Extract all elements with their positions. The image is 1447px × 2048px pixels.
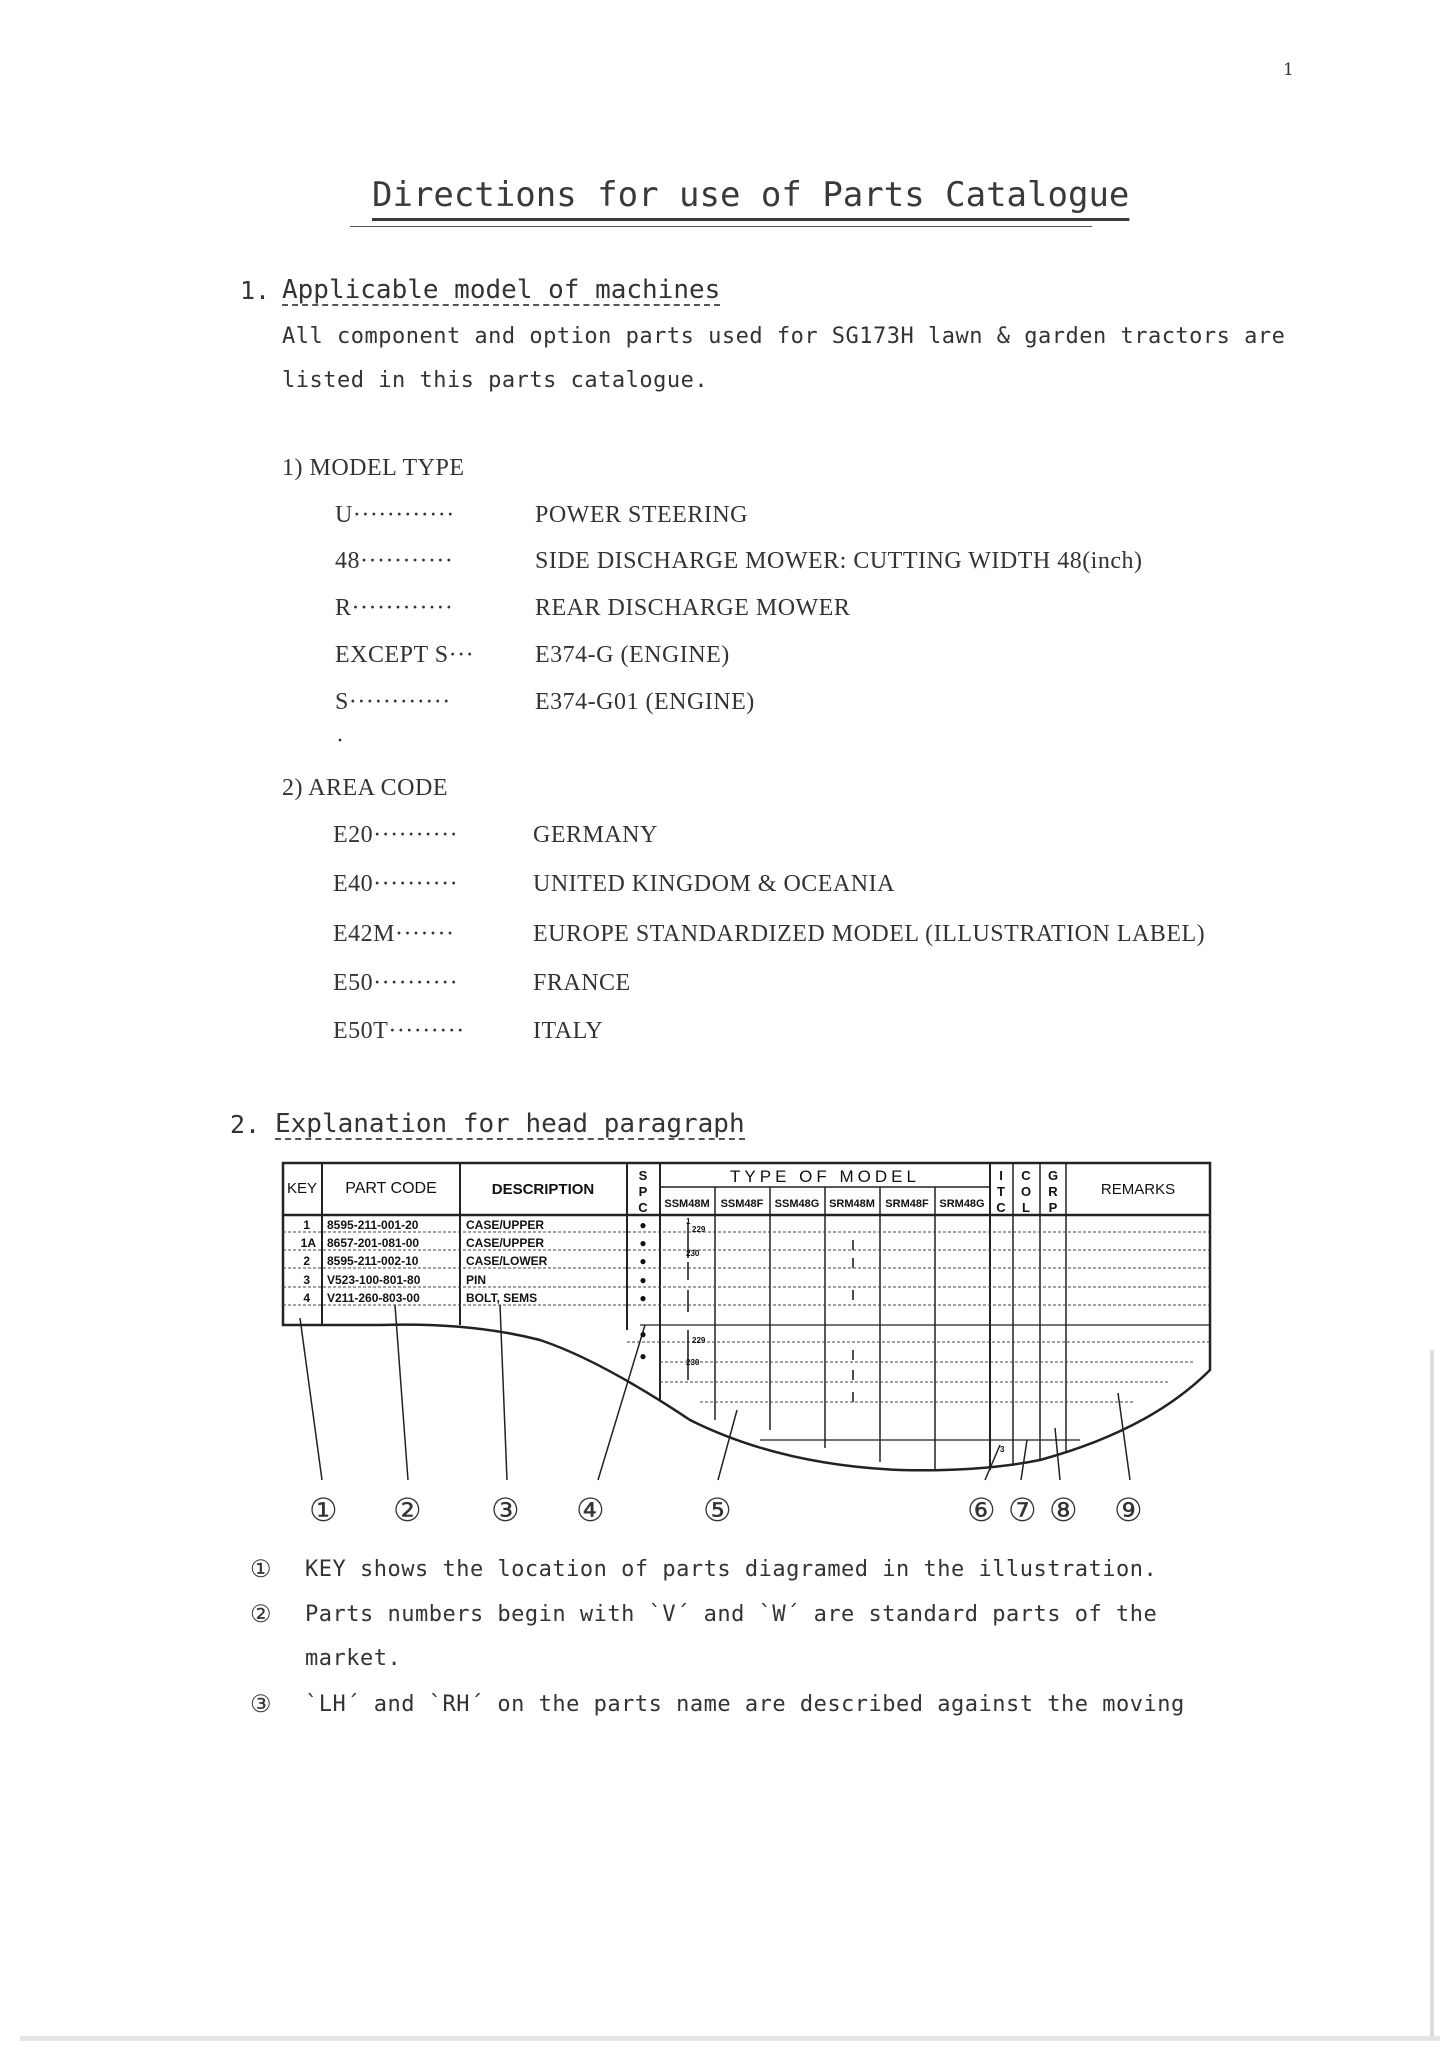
callout-circle-7: ⑦ — [1008, 1491, 1037, 1529]
mark-229: 229 — [692, 1225, 706, 1234]
leader-line — [1118, 1393, 1130, 1480]
area-code: E42M······· — [333, 921, 455, 947]
title-double-underline — [350, 226, 1092, 227]
mark-1: 1 — [686, 1217, 691, 1226]
note-marker: ① — [250, 1555, 272, 1583]
row-spc: ● — [639, 1349, 647, 1363]
row-spc: ● — [639, 1273, 647, 1287]
area-code-heading: 2) AREA CODE — [282, 775, 449, 801]
header-model: SRM48F — [885, 1198, 929, 1210]
leader-line — [395, 1305, 408, 1480]
model-type-desc: POWER STEERING — [535, 502, 748, 528]
header-spc-p: P — [638, 1184, 648, 1199]
header-spc-c: C — [638, 1200, 648, 1215]
note-marker: ② — [250, 1600, 272, 1628]
callout-circle-5: ⑤ — [703, 1491, 732, 1529]
model-type-code: U············ — [335, 502, 455, 528]
row-part-code: V211-260-803-00 — [327, 1291, 420, 1305]
area-desc: GERMANY — [533, 822, 658, 848]
area-desc: FRANCE — [533, 970, 631, 996]
model-type-heading: 1) MODEL TYPE — [282, 455, 465, 481]
mark-3: 3 — [1000, 1445, 1005, 1454]
model-type-code: 48··········· — [335, 548, 454, 574]
header-model: SSM48M — [664, 1198, 710, 1210]
section1-text-line1: All component and option parts used for SG173H lawn & garden tractors are — [282, 324, 1286, 349]
table-outline — [283, 1163, 1210, 1470]
section1-number: 1. — [240, 276, 271, 305]
section1-text-line2: listed in this parts catalogue. — [282, 368, 709, 393]
stray-dot: · — [336, 728, 345, 754]
row-description: BOLT, SEMS — [466, 1291, 538, 1305]
row-spc: ● — [639, 1254, 647, 1268]
model-type-code: S············ — [335, 689, 451, 715]
header-model: SRM48M — [829, 1198, 875, 1210]
header-model: SSM48G — [774, 1198, 820, 1210]
callout-circle-1: ① — [309, 1491, 338, 1529]
note-text: `LH´ and `RH´ on the parts name are described against the moving — [305, 1692, 1185, 1717]
model-type-code: EXCEPT S··· — [335, 642, 475, 668]
model-type-desc: E374-G01 (ENGINE) — [535, 689, 755, 715]
row-description: PIN — [466, 1273, 487, 1287]
area-desc: EUROPE STANDARDIZED MODEL (ILLUSTRATION LABEL) — [533, 921, 1206, 947]
scan-edge-right — [1430, 1350, 1434, 2040]
header-col-c: C — [1021, 1168, 1031, 1183]
callout-circle-8: ⑧ — [1049, 1491, 1078, 1529]
note-text: Parts numbers begin with `V´ and `W´ are standard parts of the — [305, 1602, 1158, 1627]
mark-229: 229 — [692, 1336, 706, 1345]
mark-230: 230 — [686, 1249, 700, 1258]
header-model: SRM48G — [939, 1198, 985, 1210]
row-description: CASE/UPPER — [466, 1236, 545, 1250]
area-desc: ITALY — [533, 1018, 604, 1044]
leader-line — [718, 1410, 737, 1480]
header-grp-r: R — [1048, 1184, 1058, 1199]
leader-line — [300, 1318, 322, 1480]
row-part-code: 8595-211-001-20 — [327, 1218, 419, 1232]
row-key: 1 — [303, 1218, 310, 1232]
callout-circle-4: ④ — [576, 1491, 605, 1529]
scan-edge-bottom — [20, 2036, 1440, 2041]
area-desc: UNITED KINGDOM & OCEANIA — [533, 871, 895, 897]
callout-circle-2: ② — [393, 1491, 422, 1529]
leader-line — [500, 1305, 507, 1480]
leader-line — [1055, 1428, 1060, 1480]
area-code: E50·········· — [333, 970, 459, 996]
row-key: 4 — [303, 1291, 310, 1305]
callout-circle-9: ⑨ — [1114, 1491, 1143, 1529]
area-code: E40·········· — [333, 871, 459, 897]
header-model: SSM48F — [720, 1198, 764, 1210]
leader-line — [1021, 1440, 1027, 1480]
header-description: DESCRIPTION — [491, 1181, 595, 1198]
row-part-code: V523-100-801-80 — [327, 1273, 421, 1287]
page-number: 1 — [1283, 60, 1294, 80]
row-description: CASE/LOWER — [466, 1254, 548, 1268]
header-itc-c: C — [996, 1200, 1006, 1215]
header-itc-i: I — [999, 1168, 1003, 1183]
section1-heading: Applicable model of machines — [282, 275, 721, 305]
header-key: KEY — [286, 1180, 318, 1197]
model-type-code: R············ — [335, 595, 454, 621]
note-marker: ③ — [250, 1690, 272, 1718]
row-key: 1A — [300, 1236, 316, 1250]
row-description: CASE/UPPER — [466, 1218, 545, 1232]
header-remarks: REMARKS — [1100, 1181, 1176, 1198]
section2-number: 2. — [230, 1110, 261, 1139]
section2-heading: Explanation for head paragraph — [275, 1109, 745, 1139]
row-key: 2 — [303, 1254, 310, 1268]
model-type-desc: REAR DISCHARGE MOWER — [535, 595, 851, 621]
header-itc-t: T — [997, 1184, 1005, 1199]
row-spc: ● — [639, 1291, 647, 1305]
leader-line — [985, 1445, 1000, 1480]
header-grp-p: P — [1048, 1200, 1058, 1215]
area-code: E50T········· — [333, 1018, 465, 1044]
header-type-of-model: TYPE OF MODEL — [730, 1167, 920, 1186]
area-code: E20·········· — [333, 822, 459, 848]
callout-circle-6: ⑥ — [967, 1491, 996, 1529]
header-grp-g: G — [1047, 1168, 1059, 1183]
row-key: 3 — [303, 1273, 310, 1287]
header-spc-s: S — [638, 1168, 648, 1183]
model-type-desc: SIDE DISCHARGE MOWER: CUTTING WIDTH 48(inch) — [535, 548, 1143, 574]
row-spc: ● — [639, 1236, 647, 1250]
note-text: market. — [305, 1646, 402, 1671]
header-col-o: O — [1020, 1184, 1032, 1199]
model-type-desc: E374-G (ENGINE) — [535, 642, 730, 668]
header-part-code: PART CODE — [345, 1180, 437, 1197]
callout-circle-3: ③ — [491, 1491, 520, 1529]
row-spc: ● — [639, 1218, 647, 1232]
mark-230: 230 — [686, 1358, 700, 1367]
row-part-code: 8657-201-081-00 — [327, 1236, 420, 1250]
note-text: KEY shows the location of parts diagramed in the illustration. — [305, 1557, 1158, 1582]
header-col-l: L — [1022, 1200, 1030, 1215]
row-spc: ● — [639, 1327, 647, 1341]
page-title: Directions for use of Parts Catalogue — [372, 175, 1130, 215]
row-part-code: 8595-211-002-10 — [327, 1254, 419, 1268]
leader-line — [598, 1325, 645, 1480]
